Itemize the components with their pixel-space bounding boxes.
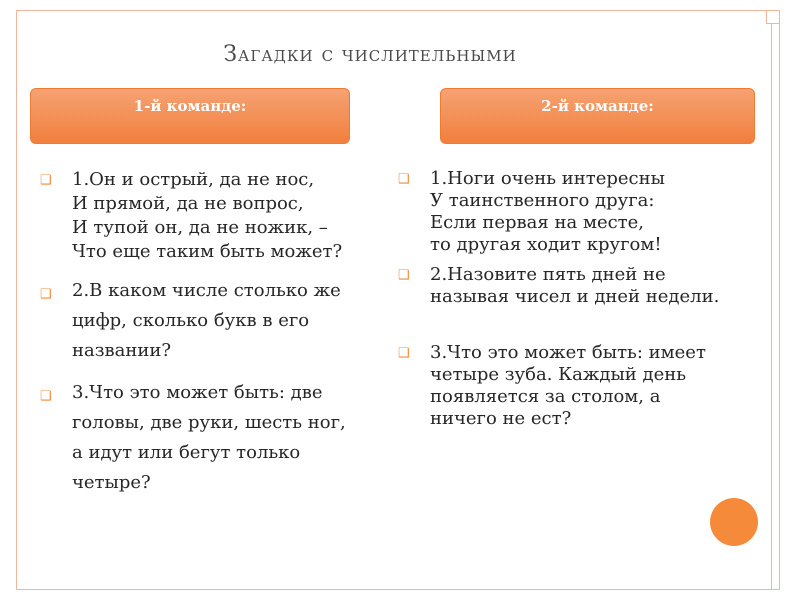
riddle-line: четыре? — [72, 472, 151, 493]
riddle-line: то другая ходит кругом! — [430, 234, 662, 255]
team-1-header — [30, 88, 350, 144]
bullet-icon: ❑ — [398, 268, 410, 283]
frame-rule — [771, 10, 772, 590]
riddle-line: а идут или бегут только — [72, 442, 301, 463]
bullet-icon: ❑ — [40, 389, 52, 404]
team-1-riddles — [40, 168, 385, 510]
riddle-line: 3.Что это может быть: имеет — [430, 342, 706, 363]
riddle-line: 2.Назовите пять дней не — [430, 264, 666, 285]
riddle-item — [398, 342, 758, 430]
riddle-line: 2.В каком числе столько же — [72, 280, 341, 301]
bullet-icon: ❑ — [40, 173, 52, 188]
riddle-line: появляется за столом, а — [430, 386, 661, 407]
riddle-item — [40, 168, 385, 264]
team-2-label: 2-й команде: — [541, 97, 654, 115]
riddle-line: 1.Ноги очень интересны — [430, 168, 665, 189]
riddle-line: И тупой он, да не ножик, – — [72, 217, 328, 238]
riddle-item — [40, 276, 385, 366]
riddle-line: И прямой, да не вопрос, — [72, 193, 304, 214]
riddle-item — [40, 378, 385, 498]
riddle-line: Что еще таким быть может? — [72, 241, 343, 262]
bullet-icon: ❑ — [40, 287, 52, 302]
riddle-line: четыре зуба. Каждый день — [430, 364, 687, 385]
riddle-line: головы, две руки, шесть ног, — [72, 412, 346, 433]
riddle-item — [398, 168, 758, 256]
riddle-item — [398, 264, 758, 308]
riddle-line: 1.Он и острый, да не нос, — [72, 169, 315, 190]
team-2-header — [440, 88, 755, 144]
riddle-line: Если первая на месте, — [430, 212, 645, 233]
riddle-line: У таинственного друга: — [430, 190, 655, 211]
riddle-line: 3.Что это может быть: две — [72, 382, 323, 403]
riddle-line: названии? — [72, 340, 172, 361]
riddle-line: цифр, сколько букв в его — [72, 310, 310, 331]
slide-title: Загадки с числительными — [223, 42, 517, 67]
riddle-line: называя чисел и дней недели. — [430, 286, 720, 307]
team-1-label: 1-й команде: — [133, 97, 247, 115]
orange-circle-decoration — [710, 498, 758, 546]
team-2-riddles — [398, 168, 758, 430]
corner-square-decoration — [766, 10, 780, 24]
bullet-icon: ❑ — [398, 172, 410, 187]
riddle-line: ничего не ест? — [430, 408, 572, 429]
bullet-icon: ❑ — [398, 346, 410, 361]
